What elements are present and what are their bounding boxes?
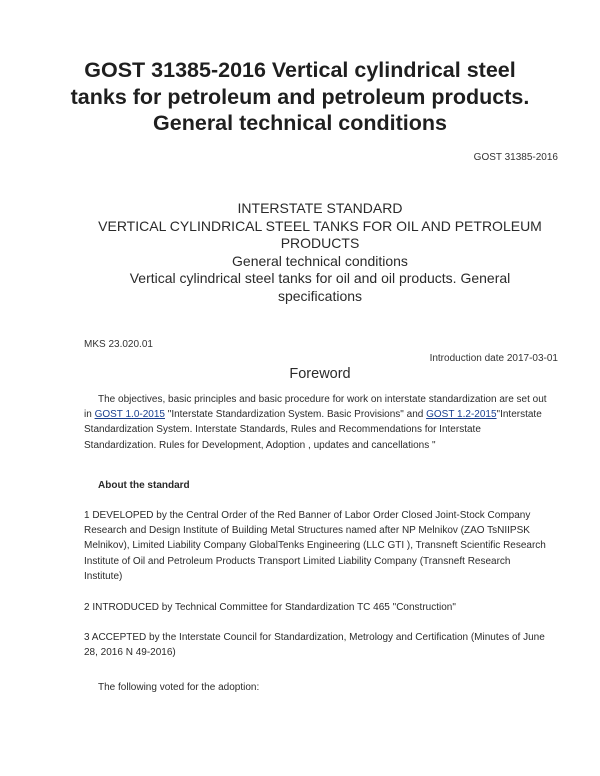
mks-code: MKS 23.020.01 xyxy=(84,339,153,350)
item-introduced: 2 INTRODUCED by Technical Committee for Standardization TC 465 "Construction" xyxy=(84,602,456,613)
about-heading: About the standard xyxy=(98,480,190,491)
item-accepted: 3 ACCEPTED by the Interstate Council for Standardization, Metrology and Certification (Minutes of June 28, 2016 N 49-2016) xyxy=(84,632,545,659)
introduction-date: Introduction date 2017-03-01 xyxy=(429,353,558,364)
header-line-title: VERTICAL CYLINDRICAL STEEL TANKS FOR OIL AND PETROLEUM PRODUCTS xyxy=(98,217,542,251)
header-line-interstate: INTERSTATE STANDARD xyxy=(237,200,403,216)
header-line-english: Vertical cylindrical steel tanks for oil and oil products. General specifications xyxy=(129,270,511,304)
para1-text-a: The objectives, basic principles and basic procedure for work on interstate standardization are set out in xyxy=(84,394,547,421)
header-line-general: General technical conditions xyxy=(232,252,408,269)
voted-line: The following voted for the adoption: xyxy=(98,682,260,693)
para1-text-b: "Interstate Standardization System. Basic Provisions" and xyxy=(164,409,427,421)
para1-text-c: "Interstate Standardization System. Interstate Standards, Rules and Recommendations for Interstate Standardization. Rules for Development, Adoption , updates and cancellations " xyxy=(84,409,542,451)
link-gost-1-0-2015[interactable]: GOST 1.0-2015 xyxy=(94,409,165,421)
item-developed: 1 DEVELOPED by the Central Order of the Red Banner of Labor Order Closed Joint-Stock Company Research and Design Institute of Building Metal Structures named after NP Melnikov (ZAO TsNIIPSK Melnikov), Limited Liability Company GlobalTenks Engineering (LLC GTI ), Transneft Scientific Research Institute of Oil and Petroleum Products Transport Limited Liability Company (Transneft Research Institute) xyxy=(84,510,546,582)
document-code: GOST 31385-2016 xyxy=(473,152,558,163)
document-title: GOST 31385-2016 Vertical cylindrical steel tanks for petroleum and petroleum products. General technical conditions xyxy=(70,58,530,135)
foreword-paragraph xyxy=(84,392,550,453)
foreword-heading: Foreword xyxy=(289,366,351,382)
standard-header xyxy=(95,200,545,305)
link-gost-1-2-2015[interactable]: GOST 1.2-2015 xyxy=(426,409,497,421)
